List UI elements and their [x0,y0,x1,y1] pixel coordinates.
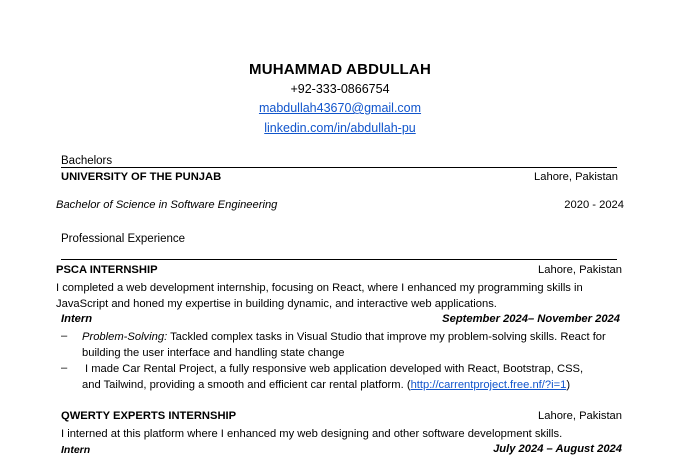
bullet-text: Tackled complex tasks in Visual Studio that improve my problem-solving skills. React for [167,331,606,343]
job-location: Lahore, Pakistan [538,264,622,276]
job-dates: September 2024– November 2024 [442,313,620,325]
job-company: QWERTY EXPERTS INTERNSHIP [61,410,237,422]
job-company: PSCA INTERNSHIP [56,264,158,276]
education-divider [61,167,617,168]
job-dates: July 2024 – August 2024 [493,443,622,455]
bullet-label: Problem-Solving: [82,331,168,343]
bullet-line [82,329,606,345]
education-degree: Bachelor of Science in Software Engineering [56,199,278,211]
email-container [0,101,680,115]
candidate-name: MUHAMMAD ABDULLAH [249,61,431,78]
experience-divider [61,259,617,260]
bullet-line: building the user interface and handling state change [82,347,345,359]
bullet-dash: – [61,330,68,342]
education-section-title: Bachelors [61,155,113,167]
project-link[interactable]: http://carrentproject.free.nf/?i=1 [410,379,567,391]
bullet-text: and Tailwind, providing a smooth and efficient car rental platform. ( [82,379,411,391]
job-location: Lahore, Pakistan [538,410,622,422]
education-dates: 2020 - 2024 [564,199,624,211]
linkedin-link[interactable]: linkedin.com/in/abdullah-pu [264,121,416,135]
bullet-line: I made Car Rental Project, a fully responsive web application developed with React, Bootstrap, CSS, [85,363,584,375]
phone-number: +92-333-0866754 [290,82,390,96]
experience-section-title: Professional Experience [61,233,186,245]
job-role: Intern [61,313,93,325]
bullet-text: ) [566,379,571,391]
education-location: Lahore, Pakistan [534,171,618,183]
job-role: Intern [61,444,91,456]
bullet-dash: – [61,362,68,374]
education-institution: UNIVERSITY OF THE PUNJAB [61,171,222,183]
job-description-line: I interned at this platform where I enhanced my web designing and other software development skills. [61,428,563,440]
email-link[interactable]: mabdullah43670@gmail.com [258,101,422,115]
bullet-line [82,377,570,393]
job-description-line: I completed a web development internship, focusing on React, where I enhanced my programming skills in [56,282,583,294]
linkedin-container [0,121,680,135]
job-description-line: JavaScript and honed my expertise in building dynamic, and interactive web applications. [56,298,497,310]
